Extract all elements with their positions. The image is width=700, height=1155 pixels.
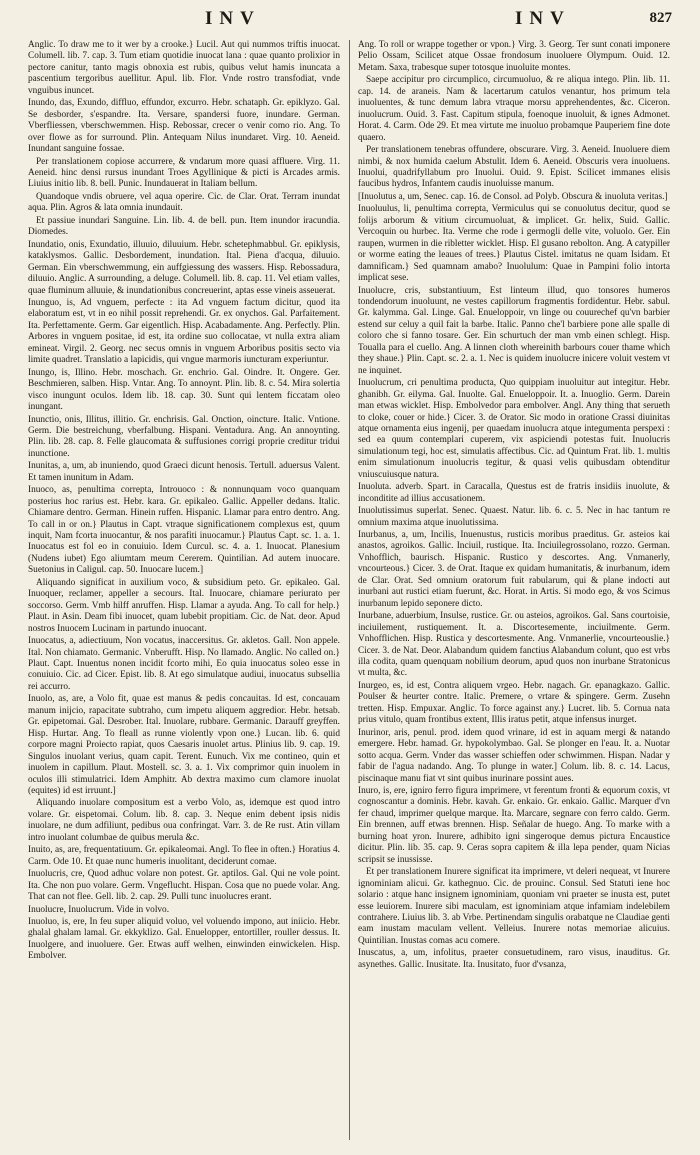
dictionary-entry: Inuito, as, are, frequentatiuum. Gr. epikaleomai. Angl. To flee in often.} Horatius 4. Carm. Ode 10. Et quae nunc humeris inuolitant, deciderunt comae. xyxy=(28,845,340,867)
dictionary-entry: Inurinor, aris, penul. prod. idem quod vrinare, id est in aquam mergi & natando emergere. Hebr. hamad. Gr. hypokolymbao. Gal. Se plonger en l'eau. It. a. Nuotar sotto acqua. Germ. Vnder das wasser schieffen oder schwimmen. Hispan. Nadar y fabir de l'agua nadando. Ang. To plunge in water.] Colum. lib. 8. c. 14. Lacus, piscinaque manu fiat vt sint quibus inurinare possint aues. xyxy=(358,727,670,784)
dictionary-entry: Inuolucrum, cri penultima producta, Quo quippiam inuoluitur aut integitur. Hebr. ghanibh. Gr. eilyma. Gal. Inuolte. Gal. Enueloppoir. It. a. Inuoglio. Germ. Darein man etwas wicklet. Hisp. Embolvedor para embolver. Angl. Any thing that serueth to cloke, couer or hide.} Cicer. 3. de Orator. Sic modo in oratione Crassi diuinitas atque ornamenta eius ingenij, per quaedam inuolucra atque integumenta perspexi : sed ea quum contemplari cuperem, vix aspiciendi potestas fuit. Inuolucris simulationum tegi, hoc est, simulatis affectibus. Cic. ad Quintum Frat. lib. 1. multis enim simulationum inuolucris tegitur, & quasi velis quibusdam obtenditur vniuscuiusque natura. xyxy=(358,378,670,480)
dictionary-subentry: Aliquando significat in auxilium voco, & subsidium peto. Gr. epikaleo. Gal. Inuoquer, reclamer, appeller a secours. Ital. Inuocare, chiamare periurato per soccorso. Germ. Vmb hilff anruffen. Hisp. Llamar a ayuda. Ang. To call for help.} Plaut. in Asin. Deam fibi inuocet, quam lubebit propitiam. Cic. de Nat. deor. Apud nostros Inuocem Lucinam in partundo inuocant. xyxy=(28,577,340,634)
right-column xyxy=(358,40,670,1145)
dictionary-entry: Inurgeo, es, id est, Contra aliquem vrgeo. Hebr. nagach. Gr. epanagkazo. Gallic. Poulser & heurter contre. Italic. Premere, o vrtare & spingere. Germ. Zusehn tretten. Hisp. Empuxar. Anglic. To force against any.} Lucret. lib. 5. Cornua nata prius vitulo, quam frontibus extent, Illis iratus petit, atque infensus inurget. xyxy=(358,680,670,726)
running-head xyxy=(0,8,700,34)
dictionary-subentry: Saepe accipitur pro circumplico, circumuoluo, & re aliqua intego. Plin. lib. 11. cap. 14. de araneis. Nam & lacertarum catulos venantur, hos primum tela inuoluentes, & tunc demum labra vtraque morsu apprehendentes, &c. Ciceron. inuolucrum. Ouid. 3. Fast. Capitum stipula, foenoque inuoluit, & ignes Admonet. Horat. 4. Carm. Ode 29. Et mea virtute me inuoluo probamque Pauperiem fine dote quaero. xyxy=(358,75,670,143)
dictionary-entry: Inunitas, a, um, ab inuniendo, quod Graeci dicunt henosis. Tertull. aduersus Valent. Et tamen inunitum in Adam. xyxy=(28,461,340,483)
dictionary-entry: Inuoluta. adverb. Spart. in Caracalla, Questus est de fratris insidiis inuolute, & inconditite ad illius accusationem. xyxy=(358,482,670,504)
dictionary-subentry: Quandoque vndis obruere, vel aqua operire. Cic. de Clar. Orat. Terram inundat aqua. Plin. Agros & lata omnia inundauit. xyxy=(28,191,340,214)
dictionary-entry: [Inuolutus a, um, Senec. cap. 16. de Consol. ad Polyb. Obscura & inuoluta veritas.] xyxy=(358,191,668,202)
dictionary-entry: Inuoluulus, li, penultima correpta, Vermiculus qui se conuolutus decitur, quod se folijs arborum & vitium circumuoluat, & implicet. Gr. helix, Suid. Gallic. Vercoquin ou hurbec. Ita. Verme che rode i germogli delle vite, voluolo. Ger. Ein raupen, wurmen in die ribletter wicklet. Hisp. El gusano rebolton. Ang. A catypiller or worme eating the leaues of trees.} Plautus Cistel. imitatus ne quam Isidam. Et damnificam.} Sed quamnam amabo? Inuolulum: Quae in Pampini folio intorta implicat sese. xyxy=(358,204,670,284)
column-divider xyxy=(349,40,350,1140)
dictionary-entry: Inuscatus, a, um, infolitus, praeter consuetudinem, raro visus, inauditus. Gr. asynethes. Gallic. Inusitate. Ita. Inusitato, fuor d'vsanza, xyxy=(358,948,670,970)
dictionary-entry: Inuolo, as, are, a Volo fit, quae est manus & pedis concauitas. Id est, concauam manum inijcio, rapacitate subtraho, cum impetu aliquem aggredior. Hebr. hetsab. Gr. epipetomai. Gal. Desrober. Ital. Inuolare, rubbare. Germanic. Darauff greyffen. Hisp. Hurtar. Ang. To fleall as runne violently vpon one.} Lucan. lib. 6. quid corpore magni Proiecto rapiat, quos Caesaris inuolet artus. Plinius lib. 9. cap. 19. Singulos inuolant verius, quam capit. Terent. Eunuch. Vix me contineo, quin et inuolem in capillum. Plaut. Mostell. sc. 3. a. 1. Vix comprimor quin inuolem in oculos illi stimulatrici. Idem Amphitr. Ab dextra maximo cum clamore inuolat (equites) id est irruunt.] xyxy=(28,694,340,796)
dictionary-entry: Inuolucre, cris, substantiuum, Est linteum illud, quo tonsores humeros tondendorum inuoluunt, ne vestes capillorum fragmentis fordidentur. Hebr. sabul. Gr. kalymma. Gal. Linge. Gal. Enueloppoir, vn linge ou couurechef qu'vn barbier estend sur celuy a quil fait la barbe. Italic. Panno che'l barbiere pone alle spalle di coloro che si fanno tosare. Ger. Ein schurtuch der man vmb einen schlegt. Hisp. Toualla para el cuello. Ang. A linnen cloth whereinith barbours couer thame which they shaue.} Plin. Capt. sc. 2. a. 1. Nec is quidem inuolucre inicere voluit vestem vt ne inquinet. xyxy=(358,285,670,376)
dictionary-entry: Inurbanus, a, um, Incilis, Inuenustus, rusticis moribus praeditus. Gr. asteios kai anastos, agroikos. Gallic. Inciuil, rustique. Ita. Inciuilegrossolano, rozzo. German. Vnhofflich, baurisch. Hispanic. Rustico y descortes. Ang. Vnmanerly, vncourteous.} Cicer. 3. de Orat. Itaque ex quidam humanitatis, & inurbanum, idem de Clar. Orat. Sed omnium oratorum fuit rabularum, qui & plane indocti aut inurbani aut rustici etiam fuerunt, &c. Horat. in Artis. Si modo ego, & vos Scimus inurbanum lepido seponere dicto. xyxy=(358,530,670,609)
dictionary-entry: Inundo, das, Exundo, diffluo, effundor, excurro. Hebr. schataph. Gr. epiklyzo. Gal. Se desborder, s'espandre. Ita. Versare, spandersi fuore, inundare. German. Vberfliessen, vberschwemmen. Hisp. Rebossar, crecer o venir como rio. Ang. To over flowe as for surround. Plin. Antequam Nilus inundaret. Virg. 10. Aeneid. Inundant sanguine fossae. xyxy=(28,98,340,155)
dictionary-subentry: Aliquando inuolare compositum est a verbo Volo, as, idemque est quod intro volare. Gr. eispetomai. Colum. lib. 8. cap. 3. Neque enim debent ipsis nidis inuolare, ne dum adfiliunt, pedibus oua confringat. Varr. 3. de Re rust. Atin villam intro inuolant columbae de quibus merula &c. xyxy=(28,798,340,843)
dictionary-entry: Inuolucre, Inuolucrum. Vide in volvo. xyxy=(28,904,170,915)
dictionary-subentry: Per translationem copiose accurrere, & vndarum more quasi affluere. Virg. 11. Aeneid. hinc densi rursus inundant Troes Agyllinique & picti is Arcades armis. Liuius initio lib. 8. bell. Punic. Inundauerat in Italiam bellum. xyxy=(28,156,340,190)
dictionary-entry: Inuocatus, a, adiectiuum, Non vocatus, inaccersitus. Gr. akletos. Gall. Non appele. Ital. Non chiamato. Germanic. Vnberufft. Hisp. No llamado. Anglic. No called on.} Plaut. Capt. Inuentus nonen incidit fcorto mihi, Eo quia inuocatus soleo esse in conuiuio. Cic. ad Cicer. Epist. lib. 8. At ego simulatque audiui, inuocatus subsellia rei accurro. xyxy=(28,636,340,692)
dictionary-entry: Inuoluo, is, ere, In feu super aliquid voluo, vel voluendo impono, aut iniicio. Hebr. ghalal ghalam lamal. Gr. ekkyklizo. Gal. Enuelopper, entortiller, rouller dessus. It. Inuolgere, and inuoluere. Ger. Etwas auff welhen, einwinden einwickelen. Hisp. Embolver. xyxy=(28,916,340,962)
dictionary-entry: Inuolucris, cre, Quod adhuc volare non potest. Gr. aptilos. Gal. Qui ne vole point. Ita. Che non puo volare. Germ. Vngeflucht. Hispan. Cosa que no puede volar. Ang. That can not flee. Gell. lib. 2. cap. 29. Pulli tunc inuolucres erant. xyxy=(28,869,340,903)
running-head-right: INV xyxy=(515,8,571,29)
dictionary-entry: Inuoco, as, penultima correpta, Introuoco : & nonnunquam voco quanquam posterius hoc rarius est. Hebr. kara. Gr. epikaleo. Gallic. Appeller dedans. Italic. Chiamare dentro. German. Hinein ruffen. Hispanic. Llamar para entro dentro. Ang. To call in or on.} Plautus in Capt. vtraque significationem complexus est, quum inquit, Nam fcorta inuocantur, & nos parafiti inuocamur.} Plautus Capt. sc. 1. a. 1. Inuocatus est fol eo in conuiuio. Idem Curcul. sc. 4. a. 1. Inuocat. Planesium (Nudens iubet) Ego aliumtam meum Cererem. Quintilian. Ad autem inuocare. Suetonius in Caligul. cap. 50. Inuocare lucem.] xyxy=(28,485,340,576)
dictionary-subentry: Et per translationem Inurere significat ita imprimere, vt deleri nequeat, vt Inurere ignominiam alicui. Gr. kathegnuo. Cic. de prouinc. Consul. Sed Statuti iene hoc solario : atque hanc insignem ignominiam, quoniam vni praeter se inusta est, putet esse leuiorem. Inurere sibi maculam, est ignominiam atque infamiam indelebilem contrahere. Liuius lib. 3. ab Vrbe. Pertinendam singulis orabatque ne Claudiae genti eam inustam maculam vellent. Velleius. Inurere notas memoriae alicuius. Quintilian. Inustas comas acu comere. xyxy=(358,867,670,946)
dictionary-entry: Inurbane, aduerbium, Insulse, rustice. Gr. ou asteios, agroikos. Gal. Sans courtoisie, inciuilement, rustiquement. It. a. Discortesemente, inciuilmente. Germ. Vnhofflichen. Hisp. Rustica y descortesmente. Ang. Vnmanerlie, vncourteouslie.} Cicer. 3. de Nat. Deor. Alabandum quidem fanctius Alabandum colunt, quo est vrbs illa codita, quam quenquam nobilium deorum, apud quos non inurbane Stratonicus vt multa, &c. xyxy=(358,611,670,679)
dictionary-subentry: Et passiue inundari Sanguine. Lin. lib. 4. de bell. pun. Item inundor iracundia. Diomedes. xyxy=(28,215,340,238)
page-number: 827 xyxy=(649,10,672,26)
dictionary-entry: Inunguo, is, Ad vnguem, perfecte : ita Ad vnguem factum dicitur, quod ita elaboratum est, vt in eo nihil possit reprehendi. Gr. ex onychos. Gal. Parfaitement. Ita. Perfettamente. Germ. Gar eigentlich. Hisp. Acabadamente. Ang. Perfectly. Plin. Arbores in vnguem positae, id est, ita ordine suo collocatae, vt nulla extra aliam emineat. Virgil. 2. Georg. nec secus omnis in vnguem Arboribus positis secto via limite quadret. Translatio a lapicidis, qui vngue marmoris iuncturam experiuntur. xyxy=(28,297,340,366)
dictionary-entry: Inuolutissimus superlat. Senec. Quaest. Natur. lib. 6. c. 5. Nec in hac tantum re omnium maxima atque inuolutissima. xyxy=(358,506,670,528)
left-column xyxy=(28,40,340,1145)
dictionary-entry: Inunctio, onis, Illitus, illitio. Gr. enchrisis. Gal. Onction, oincture. Italic. Vntione. Germ. Die bestreichung, vberfalbung. Hispani. Ventadura. Ang. An annoynting. Plin. lib. 28. cap. 8. Felle glaucomata & suffusiones corrigi proprie creditur tridui inunctione. xyxy=(28,414,340,459)
dictionary-entry: Inungo, is, Illino. Hebr. moschach. Gr. enchrio. Gal. Oindre. It. Ongere. Ger. Beschmieren, salben. Hisp. Vntar. Ang. To annoynt. Plin. lib. 8. c. 54. Mira solertia visco inungunt oculos. Idem lib. 18. cap. 30. Sunt qui lentem ficcatam oleo inungant. xyxy=(28,367,340,413)
dictionary-entry: Ang. To roll or wrappe together or vpon.} Virg. 3. Georg. Ter sunt conati imponere Pelio Ossam, Scilicet atque Ossae frondosum inuoluere Olympum. Ouid. 12. Metam. Saxa, trabesque super totosque inuoluite montes. xyxy=(358,40,670,73)
dictionary-entry: Inuro, is, ere, igniro ferro figura imprimere, vt ferentum fronti & equorum coxis, vt cognoscantur a dominis. Hebr. kavah. Gr. enkaio. Gr. enkaio. Gallic. Marquer d'vn fer chaud, imprimer quelque marque. Ita. Marcare, segnare con ferro caldo. Germ. Ein brennen, auff etwas brennen. Hisp. Señalar de huego. Ang. To marke with a burning hoat yron. Inurere, adhibito igni singeroque demus pictura Encaustice dicitur. Plin. lib. 35. cap. 9. Ceras sopra capitem & illa lepa pender, quam Nicias scripsit se inussisse. xyxy=(358,786,670,865)
dictionary-entry: Anglic. To draw me to it wer by a crooke.} Lucil. Aut qui nummos triftis inuocat. Columell. lib. 7. cap. 3. Tum etiam quotidie inuocat lana : quae quanto prolixior in pectore canitur, tanto magis obnoxia est rubis, quibus velut hamis inuncata a pascentium tergoribus auellitur. Apul. lib. Flor. Vnde rostro transfodiat, vnde vnguibus inuncet. xyxy=(28,40,340,96)
dictionary-entry: Inundatio, onis, Exundatio, illuuio, diluuium. Hebr. schetephmabbul. Gr. epiklysis, kataklysmos. Gallic. Desbordement, inundation. Ital. Piena d'acqua, diluuio. German. Ein vberschwemmung, ein auffgiessung des wassers. Hisp. Rebossadura, diluuio. Anglic. A surrounding, a deluge. Columell. lib. 8. cap. 11. Vel etiam valles, quae fluminum alluuie, & inundationibus concreuerint, aptas esse vineis asseuerat. xyxy=(28,239,340,296)
running-head-left: INV xyxy=(205,8,261,29)
dictionary-subentry: Per translationem tenebras offundere, obscurare. Virg. 3. Aeneid. Inuoluere diem nimbi, & nox humida caelum Abstulit. Idem 6. Aeneid. Obscuris vera inuoluens. Inuolui, quadrifyllabum pro Inuolui. Ouid. 9. Epist. Scilicet immanes elisis faucibus hydros, Infantem caudis inuoluisse manum. xyxy=(358,145,670,190)
